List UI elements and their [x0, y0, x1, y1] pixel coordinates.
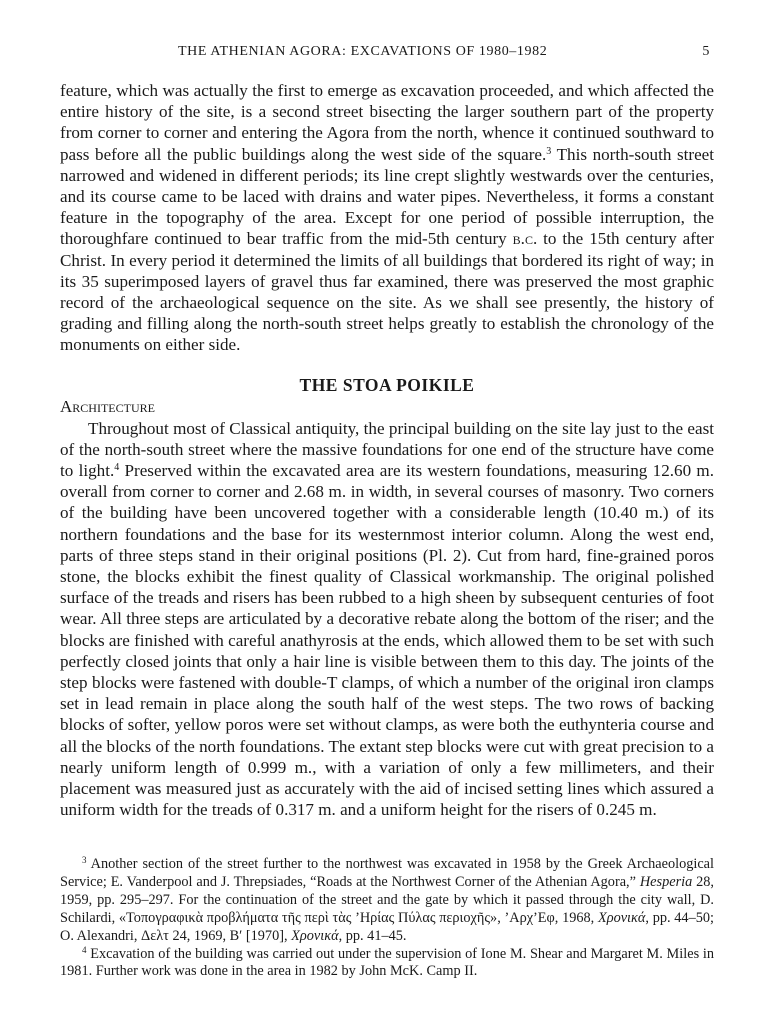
text-run: Preserved within the excavated area are its western foundations, measuring 12.60 m. overall from corner to corner and 2.68 m. in width, in several courses of masonry. Two corners of the building have been uncovered together with a considerable length (10.40 m.) of its northern foundations and the base for its westernmost interior column. Along the west end, parts of three steps stand in their original positions (Pl. 2). Cut from hard, fine-grained poros stone, the blocks exhibit the finest quality of Classical workmanship. The original polished surface of the treads and risers has been rubbed to a high sheen by subsequent centuries of foot wear. All three steps are articulated by a decorative rebate along the bottom of the riser; and the blocks are finished with careful anathyrosis at the ends, which allowed them to be set with such perfectly closed joints that only a hair line is visible between them to this day. The joints of the step blocks were fastened with double-T clamps, of which a number of the original iron clamps set in lead remain in place along the south half of the west steps. The two rows of backing blocks of softer, yellow poros were set without clamps, as were both the euthynteria course and all the blocks of the north foundations. The extant step blocks were cut with great precision to a nearly uniform length of 0.999 m., with a variation of only a few millimeters, and their placement was measured just as accurately with the aid of incised setting lines which assured a uniform width for the treads of 0.317 m. and a uniform height for the risers of 0.245 m.	[60, 461, 714, 820]
body-text	[60, 80, 714, 821]
paragraph-continued	[60, 80, 714, 356]
subsection-heading: Architecture	[60, 396, 155, 416]
era-abbreviation: b.c.	[512, 229, 538, 249]
page-number: 5	[702, 44, 710, 59]
footnote-ref-3: 3	[546, 145, 552, 157]
text-run: Throughout most of Classical antiquity, the principal building on the site lay just to the east of the north-south street where the massive foundations for one end of the structure have come to light.	[60, 418, 714, 481]
text-run: 28, 1959, pp. 295–297. For the continuation of the street and the gate by which it passed through the city wall, D. Schilardi, «Τοπογραφικὰ προβλήματα τῆς περὶ τὰς ’Ηρίας Πύλας περιοχῆς», ’Αρχ’Εφ, 1968,	[60, 873, 714, 926]
running-head	[60, 44, 714, 64]
greek-term: Χρονικά	[597, 909, 646, 926]
journal-title: Hesperia	[639, 873, 693, 890]
footnote-4	[60, 946, 714, 982]
section-title: THE STOA POIKILE	[299, 374, 475, 395]
text-run: to the 15th century after Christ. In every period it determined the limits of all buildings that bordered its right of way; in its 35 superimposed layers of gravel thus far examined, there was preserved the most graphic record of the archaeological sequence on the site. As we shall see presently, the history of grading and filling along the north-south street helps greatly to establish the chronology of the monuments on either side.	[60, 229, 714, 355]
text-run: , pp. 41–45.	[338, 927, 407, 944]
footnote-3	[60, 856, 714, 946]
greek-term: Χρονικά	[291, 927, 339, 944]
text-run: feature, which was actually the first to emerge as excavation proceeded, and which affected the entire history of the site, is a second street bisecting the larger southern part of the property from corner to corner and entering the Agora from the north, whence it continued southward to pass before all the public buildings along the west side of the square.	[60, 81, 714, 164]
footnote-ref-4: 4	[114, 462, 120, 474]
footnote-number: 3	[82, 855, 87, 865]
text-run: Excavation of the building was carried out under the supervision of Ione M. Shear and Margaret M. Miles in 1981. Further work was done in the area in 1982 by John McK. Camp II.	[60, 945, 714, 980]
paragraph-architecture	[60, 418, 714, 821]
footnotes	[60, 856, 714, 981]
running-title: THE ATHENIAN AGORA: EXCAVATIONS OF 1980–1982	[178, 44, 548, 59]
footnote-number: 4	[82, 944, 87, 955]
text-run: Another section of the street further to the northwest was excavated in 1958 by the Greek Archaeological Service; E. Vanderpool and J. Threpsiades, “Roads at the Northwest Corner of the Athenian Agora,”	[60, 856, 714, 890]
text-run: , pp. 44–50; O. Alexandri, Δελτ 24, 1969, B′ [1970],	[60, 909, 714, 944]
text-run: This north-south street narrowed and widened in different periods; its line crept slightly westwards over the centuries, and its course came to be laced with drains and water pipes. Nevertheless, it forms a constant feature in the topography of the area. Except for one period of possible interruption, the thoroughfare continued to bear traffic from the mid-5th century	[60, 144, 714, 249]
